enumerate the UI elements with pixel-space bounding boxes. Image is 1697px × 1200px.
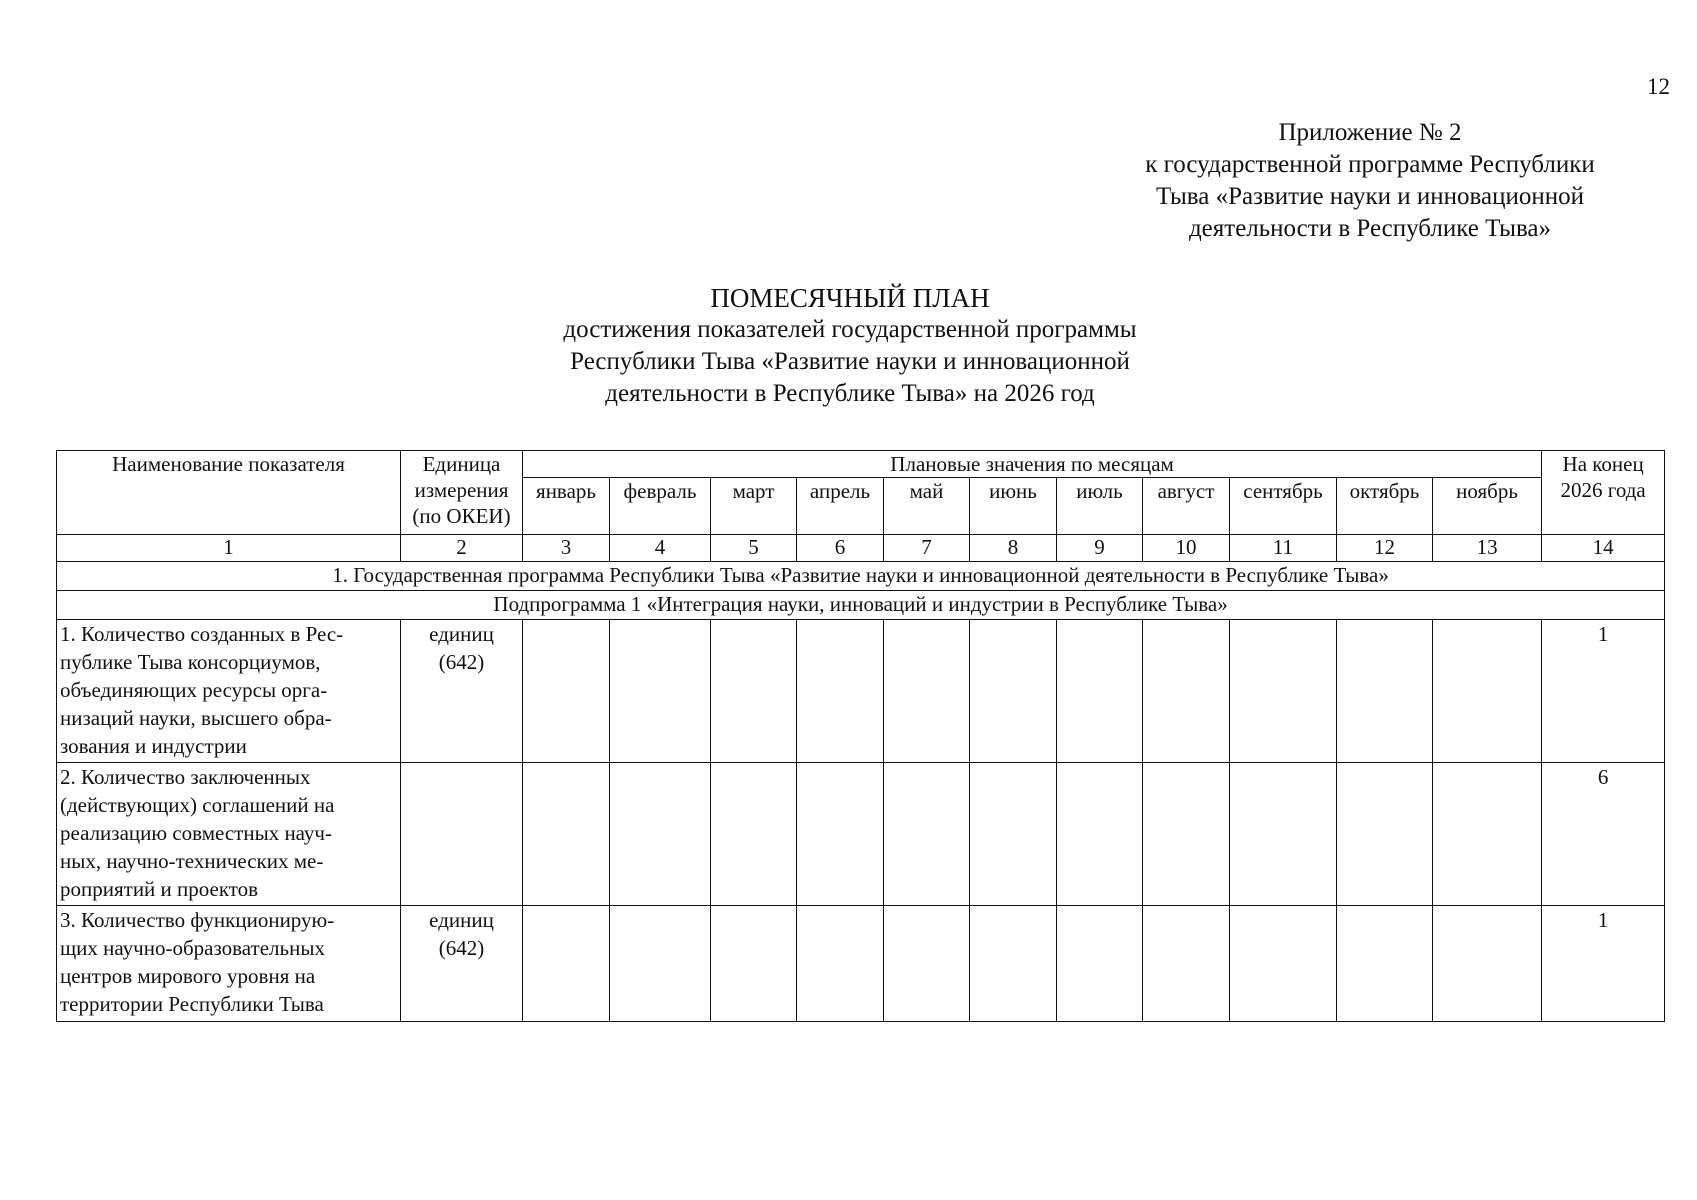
indicator-name-line: объединяющих ресурсы орга-: [60, 678, 328, 702]
subprogram-row: [57, 591, 1665, 620]
indicator-unit: [401, 763, 523, 906]
column-number: 9: [1057, 535, 1143, 562]
header-monthly-values: Плановые значения по месяцам: [523, 451, 1542, 478]
column-number-row: [57, 535, 1665, 562]
indicator-name-line: ных, научно-технических ме-: [60, 849, 324, 873]
month-cell: [797, 763, 884, 906]
month-cell: [1230, 763, 1337, 906]
indicator-name-line: низаций науки, высшего обра-: [60, 706, 332, 730]
unit-line: (642): [438, 936, 485, 960]
month-cell: [797, 620, 884, 763]
table-row: [57, 763, 1665, 906]
unit-line: единиц: [429, 622, 494, 646]
monthly-plan-table: [56, 450, 1665, 1022]
column-number: 12: [1337, 535, 1433, 562]
month-cell: [1337, 906, 1433, 1022]
header-row: [57, 451, 1665, 478]
unit-line: единиц: [429, 908, 494, 932]
month-cell: [1143, 906, 1230, 1022]
month-header: июнь: [970, 478, 1057, 535]
month-cell: [711, 763, 797, 906]
month-header: апрель: [797, 478, 884, 535]
month-cell: [711, 906, 797, 1022]
header-year-end-line: 2026 года: [1560, 478, 1646, 502]
month-cell: [884, 620, 970, 763]
year-end-value: 1: [1542, 620, 1665, 763]
document-title: [380, 282, 1320, 410]
month-cell: [1230, 620, 1337, 763]
title-line: Республики Тыва «Развитие науки и инновационной: [570, 348, 1130, 375]
column-number: 5: [711, 535, 797, 562]
indicator-name-line: 3. Количество функционирую-: [60, 908, 335, 932]
program-title: 1. Государственная программа Республики Тыва «Развитие науки и инновационной деятельности в Республике Тыва»: [57, 562, 1665, 591]
page-number: 12: [1647, 74, 1670, 99]
indicator-name-line: зования и индустрии: [60, 734, 247, 758]
appendix-line: деятельности в Республике Тыва»: [1188, 215, 1552, 242]
appendix-line: к государственной программе Республики: [1145, 151, 1595, 178]
month-cell: [711, 620, 797, 763]
month-cell: [1337, 620, 1433, 763]
header-unit-line: Единица: [422, 452, 501, 476]
indicator-name-line: 1. Количество созданных в Рес-: [60, 622, 344, 646]
title-line: деятельности в Республике Тыва» на 2026 год: [605, 380, 1095, 407]
indicator-name-line: щих научно-образовательных: [60, 936, 325, 960]
column-number: 4: [610, 535, 711, 562]
header-unit-line: (по ОКЕИ): [412, 504, 511, 528]
header-year-end-line: На конец: [1562, 452, 1644, 476]
indicator-name-line: (действующих) соглашений на: [60, 793, 335, 817]
month-cell: [523, 763, 610, 906]
month-header: ноябрь: [1433, 478, 1542, 535]
indicator-unit: [401, 906, 523, 1022]
month-cell: [610, 620, 711, 763]
year-end-value: 1: [1542, 906, 1665, 1022]
column-number: 13: [1433, 535, 1542, 562]
table-row: [57, 906, 1665, 1022]
indicator-unit: [401, 620, 523, 763]
column-number: 8: [970, 535, 1057, 562]
indicator-name-line: 2. Количество заключенных: [60, 765, 311, 789]
month-cell: [1057, 620, 1143, 763]
month-cell: [1230, 906, 1337, 1022]
indicator-name-line: роприятий и проектов: [60, 877, 259, 901]
month-header: октябрь: [1337, 478, 1433, 535]
header-year-end: [1542, 451, 1665, 535]
header-indicator-name: Наименование показателя: [57, 451, 401, 535]
month-header: февраль: [610, 478, 711, 535]
month-cell: [1057, 906, 1143, 1022]
indicator-name-line: центров мирового уровня на: [60, 964, 316, 988]
program-row: [57, 562, 1665, 591]
month-cell: [970, 763, 1057, 906]
column-number: 11: [1230, 535, 1337, 562]
appendix-line: Тыва «Развитие науки и инновационной: [1155, 183, 1585, 210]
title-line: достижения показателей государственной программы: [563, 316, 1137, 343]
month-cell: [970, 906, 1057, 1022]
column-number: 1: [57, 535, 401, 562]
month-header: январь: [523, 478, 610, 535]
indicator-name-line: реализацию совместных науч-: [60, 821, 332, 845]
appendix-note: [1080, 117, 1660, 245]
subprogram-title: Подпрограмма 1 «Интеграция науки, инноваций и индустрии в Республике Тыва»: [57, 591, 1665, 620]
header-unit: [401, 451, 523, 535]
month-cell: [1057, 763, 1143, 906]
month-cell: [1337, 763, 1433, 906]
month-cell: [1433, 906, 1542, 1022]
month-header: май: [884, 478, 970, 535]
month-header: июль: [1057, 478, 1143, 535]
indicator-name-line: публике Тыва консорциумов,: [60, 650, 321, 674]
indicator-name: [57, 620, 401, 763]
month-cell: [970, 620, 1057, 763]
indicator-name-line: территории Республики Тыва: [60, 992, 324, 1016]
month-cell: [1143, 620, 1230, 763]
month-cell: [797, 906, 884, 1022]
month-cell: [1433, 620, 1542, 763]
month-cell: [610, 763, 711, 906]
column-number: 2: [401, 535, 523, 562]
header-unit-line: измерения: [414, 478, 509, 502]
appendix-line: Приложение № 2: [1278, 119, 1462, 146]
month-cell: [1143, 763, 1230, 906]
month-cell: [610, 906, 711, 1022]
year-end-value: 6: [1542, 763, 1665, 906]
month-cell: [884, 763, 970, 906]
column-number: 10: [1143, 535, 1230, 562]
month-header: сентябрь: [1230, 478, 1337, 535]
indicator-name: [57, 906, 401, 1022]
column-number: 7: [884, 535, 970, 562]
column-number: 3: [523, 535, 610, 562]
month-cell: [1433, 763, 1542, 906]
month-header: март: [711, 478, 797, 535]
month-cell: [884, 906, 970, 1022]
table-row: [57, 620, 1665, 763]
month-cell: [523, 620, 610, 763]
month-cell: [523, 906, 610, 1022]
month-header: август: [1143, 478, 1230, 535]
indicator-name: [57, 763, 401, 906]
column-number: 6: [797, 535, 884, 562]
title-main: ПОМЕСЯЧНЫЙ ПЛАН: [710, 283, 990, 313]
column-number: 14: [1542, 535, 1665, 562]
unit-line: (642): [438, 650, 485, 674]
